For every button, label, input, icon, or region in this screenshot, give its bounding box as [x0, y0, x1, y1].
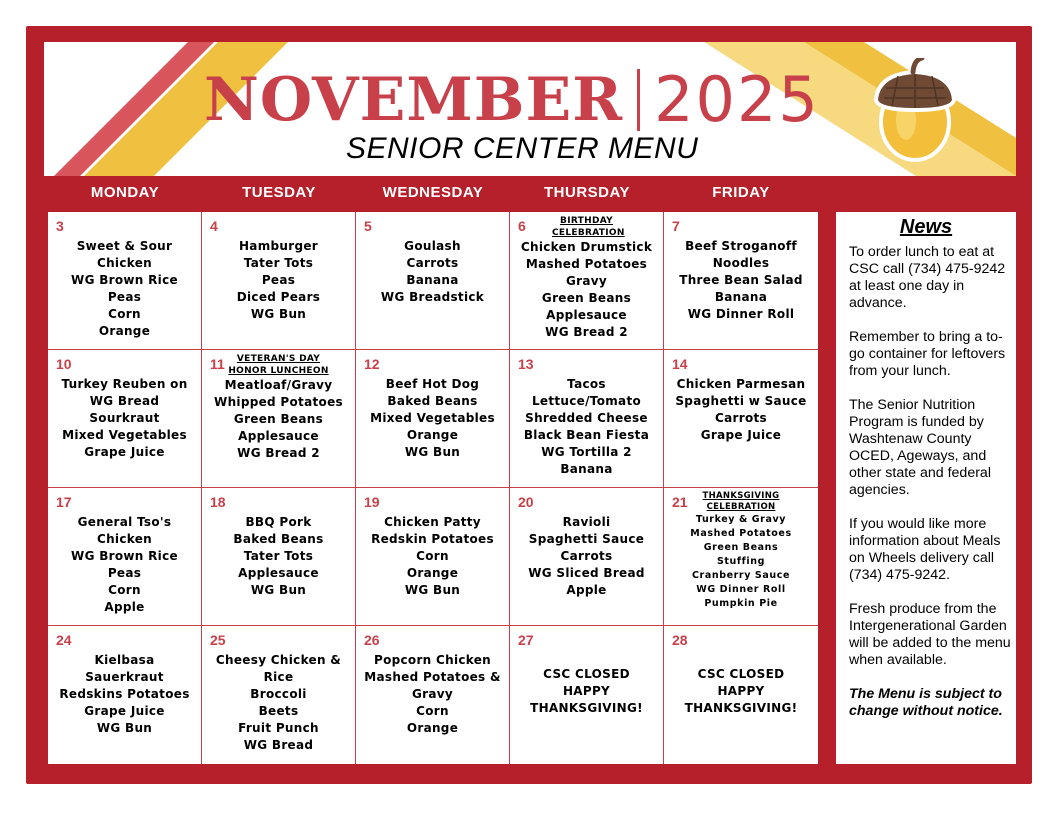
menu-item: Noodles: [712, 256, 770, 270]
menu-item: Black Bean Fiesta: [523, 428, 650, 442]
day-cell: [356, 350, 510, 488]
day-date: 20: [518, 494, 534, 510]
menu-item: Popcorn Chicken: [373, 653, 492, 667]
menu-item: WG Tortilla 2: [541, 445, 632, 459]
menu-items: [356, 514, 509, 599]
title-row: [204, 60, 904, 140]
menu-item: WG Bread 2: [237, 446, 320, 460]
menu-item: Chicken: [96, 256, 153, 270]
menu-items: [202, 238, 355, 323]
menu-item: HAPPY: [717, 684, 765, 698]
menu-item: WG Dinner Roll: [687, 307, 795, 321]
event-note: BIRTHDAY CELEBRATION: [552, 216, 625, 238]
day-cell: [510, 488, 664, 626]
menu-item: Beets: [258, 704, 299, 718]
menu-items: [356, 652, 509, 737]
menu-item: Green Beans: [541, 291, 632, 305]
day-cell: [356, 488, 510, 626]
news-paragraph: To order lunch to eat at CSC call (734) 475-9242 at least one day in advance.: [849, 244, 1006, 311]
menu-item: Pumpkin Pie: [704, 598, 778, 609]
menu-item: Carrots: [560, 549, 613, 563]
menu-item: Peas: [107, 566, 142, 580]
menu-item: Mashed Potatoes: [690, 528, 792, 539]
news-paragraph: Fresh produce from the Intergenerational Garden will be added to the menu when available.: [849, 601, 1011, 668]
menu-item: Gravy: [565, 274, 607, 288]
day-date: 26: [364, 632, 380, 648]
day-cell: [510, 212, 664, 350]
menu-item: Banana: [714, 290, 768, 304]
day-cell: [664, 350, 818, 488]
menu-item: THANKSGIVING!: [530, 701, 643, 715]
menu-item: Spaghetti w Sauce: [675, 394, 807, 408]
day-date: 14: [672, 356, 688, 372]
menu-item: Redskins Potatoes: [59, 687, 190, 701]
menu-item: Kielbasa: [94, 653, 155, 667]
day-monday: MONDAY: [90, 184, 160, 201]
day-date: 5: [364, 218, 372, 234]
menu-item: Chicken: [96, 532, 153, 546]
menu-item: Mashed Potatoes &: [364, 670, 501, 684]
day-date: 28: [672, 632, 688, 648]
day-cell: [510, 626, 664, 764]
event-note: VETERAN'S DAY HONOR LUNCHEON: [228, 354, 329, 376]
menu-item: Cheesy Chicken &: [215, 653, 342, 667]
menu-item: Chicken Parmesan: [676, 377, 806, 391]
title-year: 2025: [654, 63, 820, 136]
menu-item: Turkey & Gravy: [695, 514, 787, 525]
day-date: 21: [672, 494, 688, 510]
menu-item: Carrots: [406, 256, 459, 270]
menu-item: Apple: [104, 600, 145, 614]
menu-item: CSC CLOSED: [543, 667, 630, 681]
menu-item: WG Brown Rice: [71, 273, 178, 287]
day-thursday: THURSDAY: [544, 184, 630, 201]
menu-item: Baked Beans: [387, 394, 478, 408]
menu-item: Fruit Punch: [238, 721, 319, 735]
acorn-icon: [870, 58, 960, 164]
menu-item: Orange: [406, 721, 459, 735]
menu-item: Apple: [566, 583, 607, 597]
menu-item: Corn: [416, 549, 449, 563]
menu-item: Corn: [416, 704, 449, 718]
menu-item: Banana: [560, 462, 613, 476]
day-date: 19: [364, 494, 380, 510]
menu-item: WG Bread: [243, 738, 314, 752]
menu-item: Orange: [98, 324, 151, 338]
menu-item: WG Bun: [404, 583, 461, 597]
day-cell: [202, 626, 356, 764]
weekday-header: [48, 180, 818, 206]
menu-item: Mixed Vegetables: [62, 428, 187, 442]
menu-item: Green Beans: [703, 542, 779, 553]
menu-item: Applesauce: [546, 308, 627, 322]
day-date: 18: [210, 494, 226, 510]
menu-item: Mashed Potatoes: [525, 257, 648, 271]
menu-item: Banana: [406, 273, 459, 287]
menu-item: Stuffing: [716, 556, 766, 567]
menu-item: WG Dinner Roll: [696, 584, 786, 595]
menu-item: THANKSGIVING!: [684, 701, 798, 715]
menu-items: [664, 376, 818, 444]
menu-item: Grape Juice: [84, 445, 165, 459]
day-date: 10: [56, 356, 72, 372]
menu-item: Grape Juice: [700, 428, 782, 442]
menu-item: Rice: [263, 670, 294, 684]
menu-item: Orange: [406, 428, 459, 442]
menu-item: Redskin Potatoes: [371, 532, 494, 546]
menu-item: Sourkraut: [89, 411, 160, 425]
menu-item: Corn: [108, 583, 141, 597]
day-cell: [664, 488, 818, 626]
day-date: 17: [56, 494, 72, 510]
menu-items: [48, 652, 201, 737]
menu-item: Broccoli: [250, 687, 307, 701]
news-paragraph: If you would like more information about Meals on Wheels delivery call (734) 475-9242.: [849, 516, 1001, 583]
menu-item: Applesauce: [238, 566, 319, 580]
menu-item: Peas: [261, 273, 296, 287]
menu-item: Hamburger: [238, 239, 319, 253]
menu-item: Orange: [406, 566, 459, 580]
page-subtitle: SENIOR CENTER MENU: [346, 132, 699, 165]
news-body: [849, 244, 1011, 720]
day-wednesday: WEDNESDAY: [382, 184, 484, 201]
day-cell: [664, 626, 818, 764]
menu-items: [510, 215, 663, 341]
menu-item: Cranberry Sauce: [691, 570, 791, 581]
menu-item: Tater Tots: [243, 256, 314, 270]
menu-item: Meatloaf/Gravy: [224, 378, 333, 392]
menu-item: Three Bean Salad: [679, 273, 803, 287]
menu-item: Tacos: [567, 377, 606, 391]
title-month: NOVEMBER: [204, 65, 624, 135]
menu-item: WG Brown Rice: [71, 549, 178, 563]
menu-item: WG Bun: [250, 583, 307, 597]
day-date: 4: [210, 218, 218, 234]
news-disclaimer: The Menu is subject to change without notice.: [849, 686, 1003, 719]
day-friday: FRIDAY: [712, 184, 770, 201]
menu-item: Goulash: [404, 239, 461, 253]
menu-item: Ravioli: [562, 515, 611, 529]
menu-item: CSC CLOSED: [697, 667, 785, 681]
menu-items: [48, 514, 201, 616]
day-date: 13: [518, 356, 534, 372]
menu-item: BBQ Pork: [245, 515, 312, 529]
menu-item: Beef Hot Dog: [385, 377, 480, 391]
event-note: THANKSGIVING CELEBRATION: [702, 491, 780, 512]
menu-item: Grape Juice: [84, 704, 165, 718]
day-date: 6: [518, 218, 526, 234]
menu-item: Beef Stroganoff: [685, 239, 797, 253]
menu-item: WG Bun: [250, 307, 307, 321]
day-cell: [48, 212, 202, 350]
menu-items: [664, 238, 818, 323]
news-paragraph: Remember to bring a to-go container for leftovers from your lunch.: [849, 329, 1006, 379]
menu-calendar-grid: [48, 212, 818, 764]
menu-item: Tater Tots: [243, 549, 314, 563]
menu-item: Peas: [107, 290, 142, 304]
day-cell: [48, 488, 202, 626]
menu-items: [202, 353, 355, 462]
menu-header: [44, 42, 1016, 176]
day-date: 3: [56, 218, 64, 234]
menu-item: Spaghetti Sauce: [528, 532, 645, 546]
day-cell: [202, 212, 356, 350]
title-separator: [637, 69, 640, 131]
menu-items: [356, 376, 509, 461]
day-cell: [48, 626, 202, 764]
menu-item: WG Bread: [89, 394, 160, 408]
news-paragraph: The Senior Nutrition Program is funded by Washtenaw County OCED, Ageways, and other state and federal agencies.: [849, 397, 991, 498]
menu-item: HAPPY: [562, 684, 611, 698]
menu-item: Whipped Potatoes: [214, 395, 343, 409]
menu-items: [510, 514, 663, 599]
menu-item: WG Bread 2: [545, 325, 628, 339]
menu-items: [48, 238, 201, 340]
menu-items: [202, 652, 355, 754]
menu-item: Chicken Patty: [384, 515, 481, 529]
day-cell: [202, 350, 356, 488]
menu-items: [510, 376, 663, 478]
menu-item: Carrots: [715, 411, 767, 425]
news-panel: [836, 212, 1016, 764]
day-date: 24: [56, 632, 72, 648]
menu-items: [356, 238, 509, 306]
menu-items: [202, 514, 355, 599]
day-cell: [356, 626, 510, 764]
day-cell: [356, 212, 510, 350]
menu-item: Shredded Cheese: [525, 411, 648, 425]
day-cell: [510, 350, 664, 488]
day-tuesday: TUESDAY: [242, 184, 316, 201]
day-date: 11: [210, 356, 225, 372]
menu-item: Green Beans: [233, 412, 324, 426]
menu-item: Gravy: [411, 687, 453, 701]
menu-item: Sweet & Sour: [76, 239, 173, 253]
day-date: 25: [210, 632, 226, 648]
menu-items: [664, 491, 818, 611]
menu-item: WG Bun: [96, 721, 153, 735]
news-title: News: [899, 216, 953, 238]
menu-items: [48, 376, 201, 461]
menu-item: WG Sliced Bread: [528, 566, 645, 580]
day-date: 7: [672, 218, 680, 234]
day-cell: [48, 350, 202, 488]
day-cell: [664, 212, 818, 350]
menu-item: Sauerkraut: [85, 670, 164, 684]
menu-item: Applesauce: [238, 429, 319, 443]
menu-item: Lettuce/Tomato: [531, 394, 642, 408]
menu-item: WG Breadstick: [380, 290, 485, 304]
day-date: 27: [518, 632, 534, 648]
menu-items: [510, 666, 663, 717]
day-cell: [202, 488, 356, 626]
menu-item: Baked Beans: [233, 532, 324, 546]
menu-item: Mixed Vegetables: [370, 411, 495, 425]
menu-item: Corn: [108, 307, 141, 321]
menu-item: Chicken Drumstick: [520, 240, 653, 254]
menu-item: WG Bun: [404, 445, 461, 459]
menu-item: Diced Pears: [236, 290, 321, 304]
menu-item: Turkey Reuben on: [61, 377, 188, 391]
day-date: 12: [364, 356, 380, 372]
menu-items: [664, 666, 818, 717]
menu-item: General Tso's: [77, 515, 172, 529]
